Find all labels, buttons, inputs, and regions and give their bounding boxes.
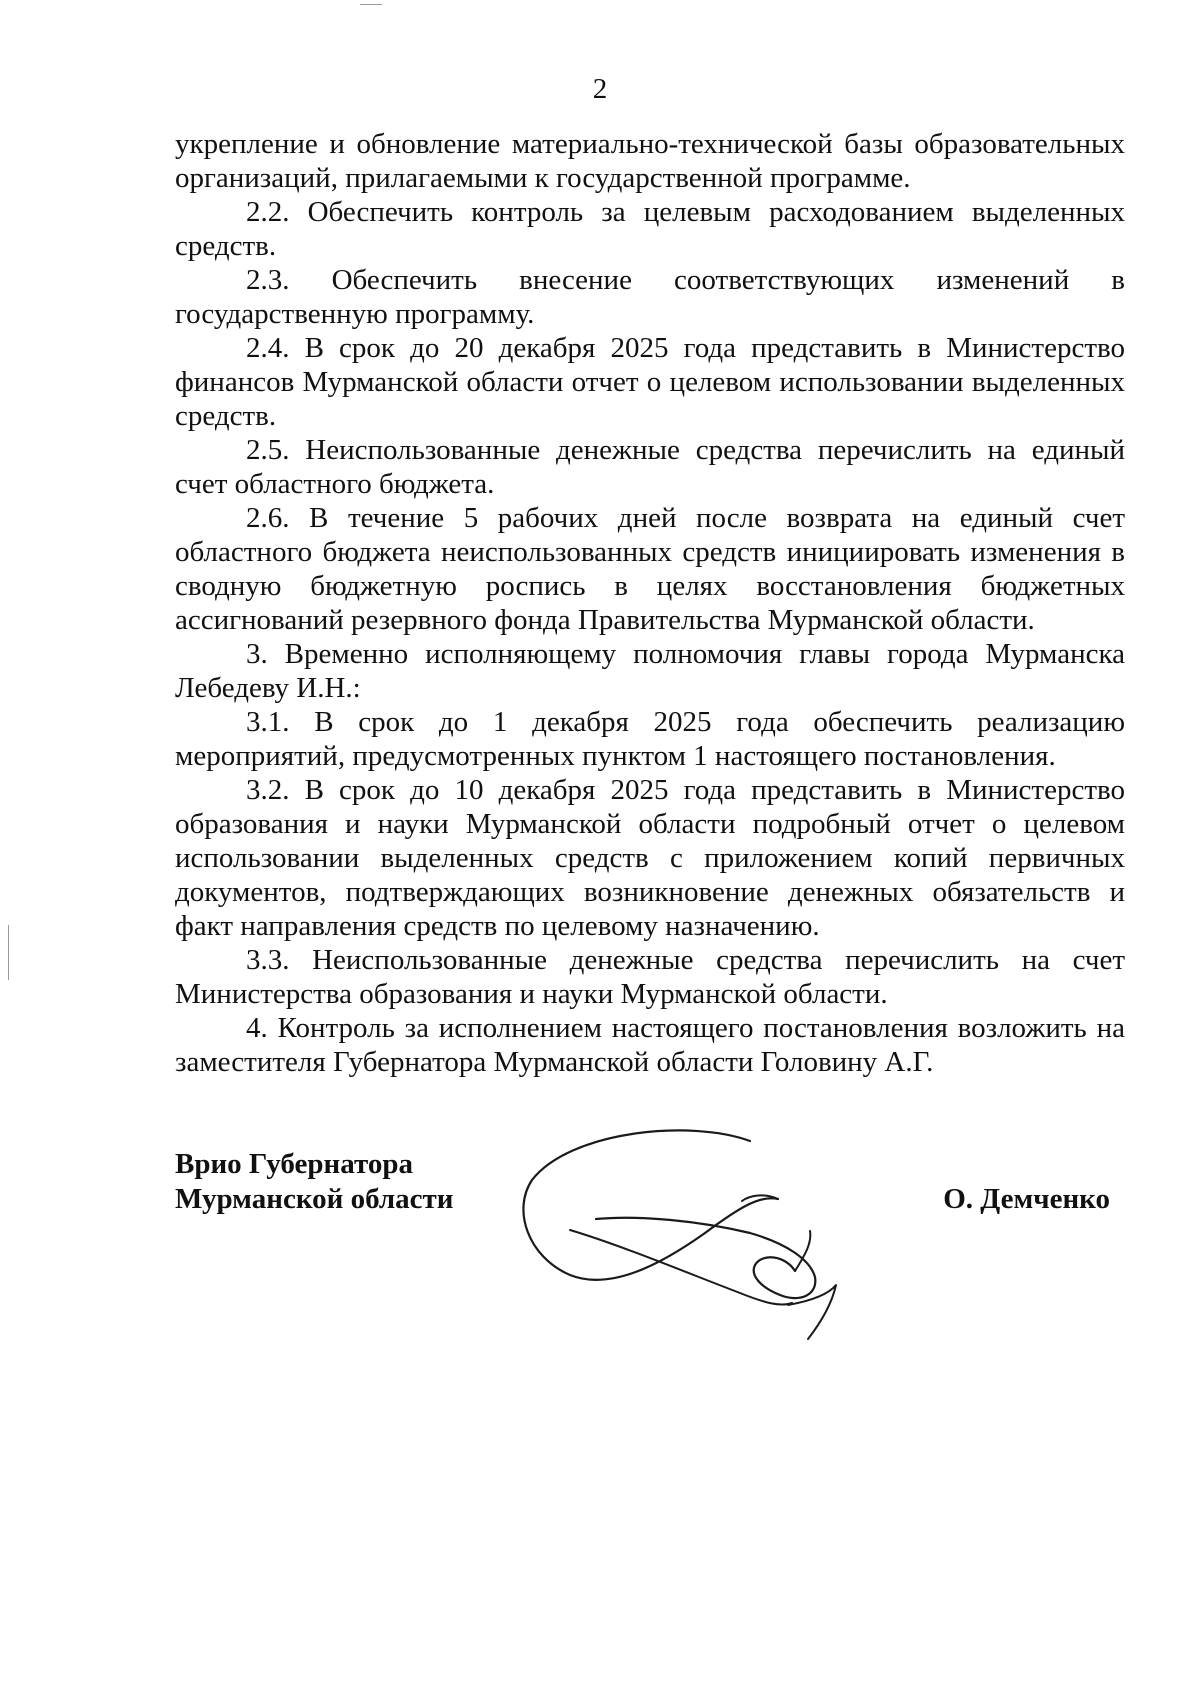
- paragraph-3-3: 3.3. Неиспользованные денежные средства перечислить на счет Министерства образования и науки Мурманской области.: [175, 944, 1125, 1010]
- paragraph-2-2: 2.2. Обеспечить контроль за целевым расходованием выделенных средств.: [175, 196, 1125, 262]
- paragraph-2-6: 2.6. В течение 5 рабочих дней после возврата на единый счет областного бюджета неиспользованных средств инициировать изменения в сводную бюджетную роспись в целях восстановления бюджетных ассигнований резервного фонда Правительства Мурманской области.: [175, 502, 1125, 636]
- paragraph-2-4: 2.4. В срок до 20 декабря 2025 года представить в Министерство финансов Мурманской области отчет о целевом использовании выделенных средств.: [175, 332, 1125, 432]
- signatory-title: [175, 1147, 453, 1217]
- paragraph-2-3: 2.3. Обеспечить внесение соответствующих изменений в государственную программу.: [175, 264, 1125, 330]
- scan-mark-left: [8, 925, 9, 980]
- paragraph-3-2: 3.2. В срок до 10 декабря 2025 года представить в Министерство образования и науки Мурманской области подробный отчет о целевом использовании выделенных средств с приложением копий первичных документов, подтверждающих возникновение денежных обязательств и факт направления средств по целевому назначению.: [175, 774, 1125, 942]
- paragraph-3-1: 3.1. В срок до 1 декабря 2025 года обеспечить реализацию мероприятий, предусмотренных пунктом 1 настоящего постановления.: [175, 706, 1125, 772]
- handwritten-signature: [510, 1125, 870, 1345]
- scan-mark-top: [360, 4, 382, 5]
- page-number: 2: [592, 73, 608, 105]
- document-body: [175, 127, 1125, 1079]
- paragraph-4: 4. Контроль за исполнением настоящего постановления возложить на заместителя Губернатора Мурманской области Головину А.Г.: [175, 1012, 1125, 1078]
- paragraph-3: 3. Временно исполняющему полномочия главы города Мурманска Лебедеву И.Н.:: [175, 638, 1125, 704]
- signatory-title-line-2: Мурманской области: [175, 1183, 454, 1215]
- paragraph-continuation: укрепление и обновление материально-технической базы образовательных организаций, прилагаемыми к государственной программе.: [175, 128, 1125, 194]
- paragraph-2-5: 2.5. Неиспользованные денежные средства перечислить на единый счет областного бюджета.: [175, 434, 1125, 500]
- signatory-title-line-1: Врио Губернатора: [175, 1148, 413, 1180]
- signatory-name: О. Демченко: [943, 1183, 1110, 1215]
